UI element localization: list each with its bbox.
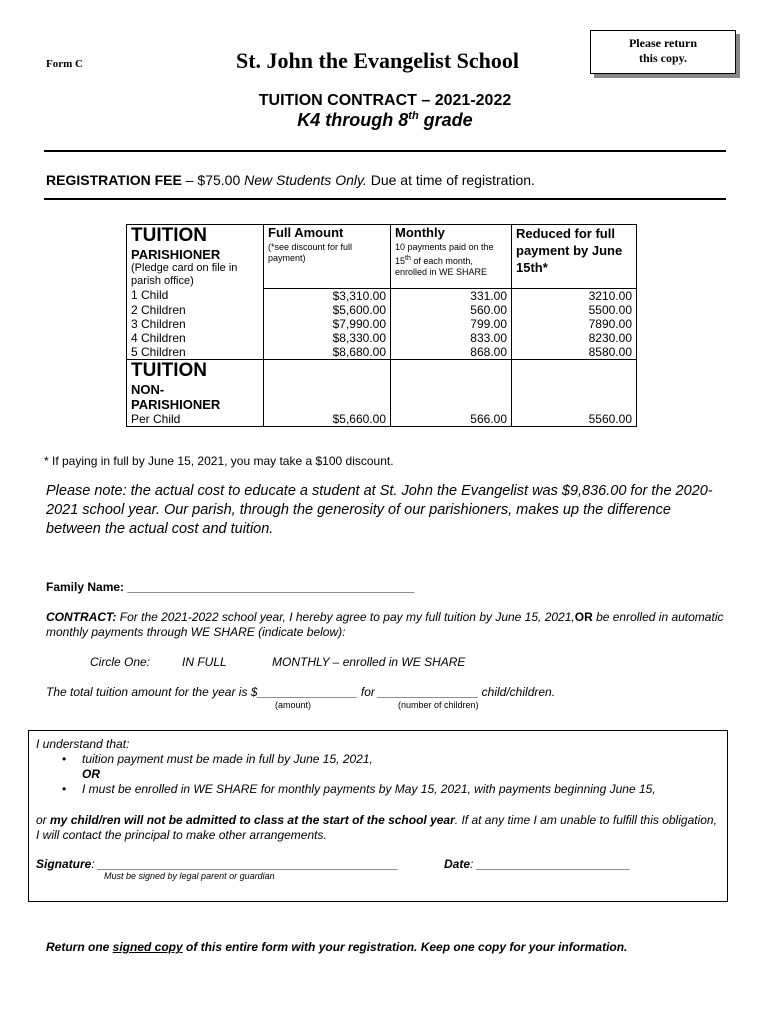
option-monthly[interactable]: MONTHLY – enrolled in WE SHARE [272,655,466,669]
reduced-header: Reduced for full payment by June 15th* [512,225,637,289]
cost-note: Please note: the actual cost to educate a student at St. John the Evangelist was $9,836.00 for the 2020-2021 school year. Our parish, through the generosity of our parishioners, makes up the difference between the actual cost and tuition. [46,483,713,537]
row-full-amount: $3,310.00 [264,288,391,303]
table-row [127,288,637,303]
row-label: 4 Children [127,331,264,345]
row-monthly: 331.00 [391,288,512,303]
full-amount-header: Full Amount (*see discount for full payment) [264,225,391,289]
grade-range: K4 through 8th grade [297,110,473,130]
row-label: 5 Children [127,345,264,360]
per-child-label: Per Child [127,412,264,427]
row-reduced: 3210.00 [512,288,637,303]
row-full-amount: $8,680.00 [264,345,391,360]
monthly-header: Monthly 10 payments paid on the 15th of each month, enrolled in WE SHARE [391,225,512,289]
row-full-amount: $7,990.00 [264,317,391,331]
divider-top [44,150,726,152]
table-row [127,317,637,331]
table-header-row [127,225,637,289]
row-monthly: 868.00 [391,345,512,360]
table-row [127,345,637,360]
table-row [127,331,637,345]
date-field[interactable]: Date: _______________________ [444,857,631,871]
contract-text: CONTRACT: For the 2021-2022 school year, I hereby agree to pay my full tuition by June 15, 2021,OR be enrolled in automatic monthly payments through WE SHARE (indicate below): [46,610,724,639]
row-reduced: 8230.00 [512,331,637,345]
per-child-reduced: 5560.00 [512,412,637,427]
table-row [127,303,637,317]
return-copy-box [590,30,736,74]
per-child-row [127,412,637,427]
row-label: 2 Children [127,303,264,317]
row-label: 1 Child [127,288,264,303]
bullet-dot-2: • [62,782,67,796]
row-monthly: 560.00 [391,303,512,317]
row-full-amount: $8,330.00 [264,331,391,345]
per-child-monthly: 566.00 [391,412,512,427]
school-name: St. John the Evangelist School [236,48,519,73]
row-monthly: 799.00 [391,317,512,331]
agreement-bullet-1: tuition payment must be made in full by June 15, 2021, [82,752,373,766]
row-monthly: 833.00 [391,331,512,345]
agreement-text: or my child/ren will not be admitted to class at the start of the school year. If at any time I am unable to fulfill this obligation, I will contact the principal to make other arrangements. [36,813,717,842]
row-reduced: 7890.00 [512,317,637,331]
family-name-field[interactable]: Family Name: ___________________________________________ [46,580,415,594]
tuition-rows [127,288,637,359]
form-label: Form C [46,58,83,70]
return-instructions: Return one signed copy of this entire form with your registration. Keep one copy for your information. [46,940,628,954]
children-caption: (number of children) [398,700,479,710]
return-line-2: this copy. [638,51,687,65]
agreement-intro: I understand that: [36,737,130,751]
signature-note: Must be signed by legal parent or guardian [104,871,275,881]
option-in-full[interactable]: IN FULL [182,655,227,669]
agreement-bullet-2: I must be enrolled in WE SHARE for monthly payments by May 15, 2021, with payments beginning June 15, [82,782,656,796]
row-full-amount: $5,600.00 [264,303,391,317]
row-reduced: 5500.00 [512,303,637,317]
total-amount-line[interactable]: The total tuition amount for the year is $_______________ for _______________ child/children. [46,685,556,699]
circle-one-label: Circle One: [90,655,151,669]
per-child-full: $5,660.00 [264,412,391,427]
divider-bottom [44,198,726,200]
return-line-1: Please return [628,36,698,50]
non-parishioner-row [127,359,637,412]
row-label: 3 Children [127,317,264,331]
amount-caption: (amount) [275,700,312,710]
tuition-table [126,224,637,427]
discount-footnote: * If paying in full by June 15, 2021, you may take a $100 discount. [44,454,394,468]
signature-field[interactable]: Signature: _____________________________________________ [36,857,399,871]
registration-fee: REGISTRATION FEE – $75.00 New Students Only. Due at time of registration. [46,172,535,188]
bullet-dot-1: • [62,752,67,766]
tuition-header-cell: TUITION PARISHIONER (Pledge card on file in parish office) [127,225,264,289]
row-reduced: 8580.00 [512,345,637,360]
contract-title: TUITION CONTRACT – 2021-2022 [258,92,512,109]
non-parishioner-cell: TUITION NON- PARISHIONER [127,359,264,412]
agreement-or: OR [82,767,100,781]
